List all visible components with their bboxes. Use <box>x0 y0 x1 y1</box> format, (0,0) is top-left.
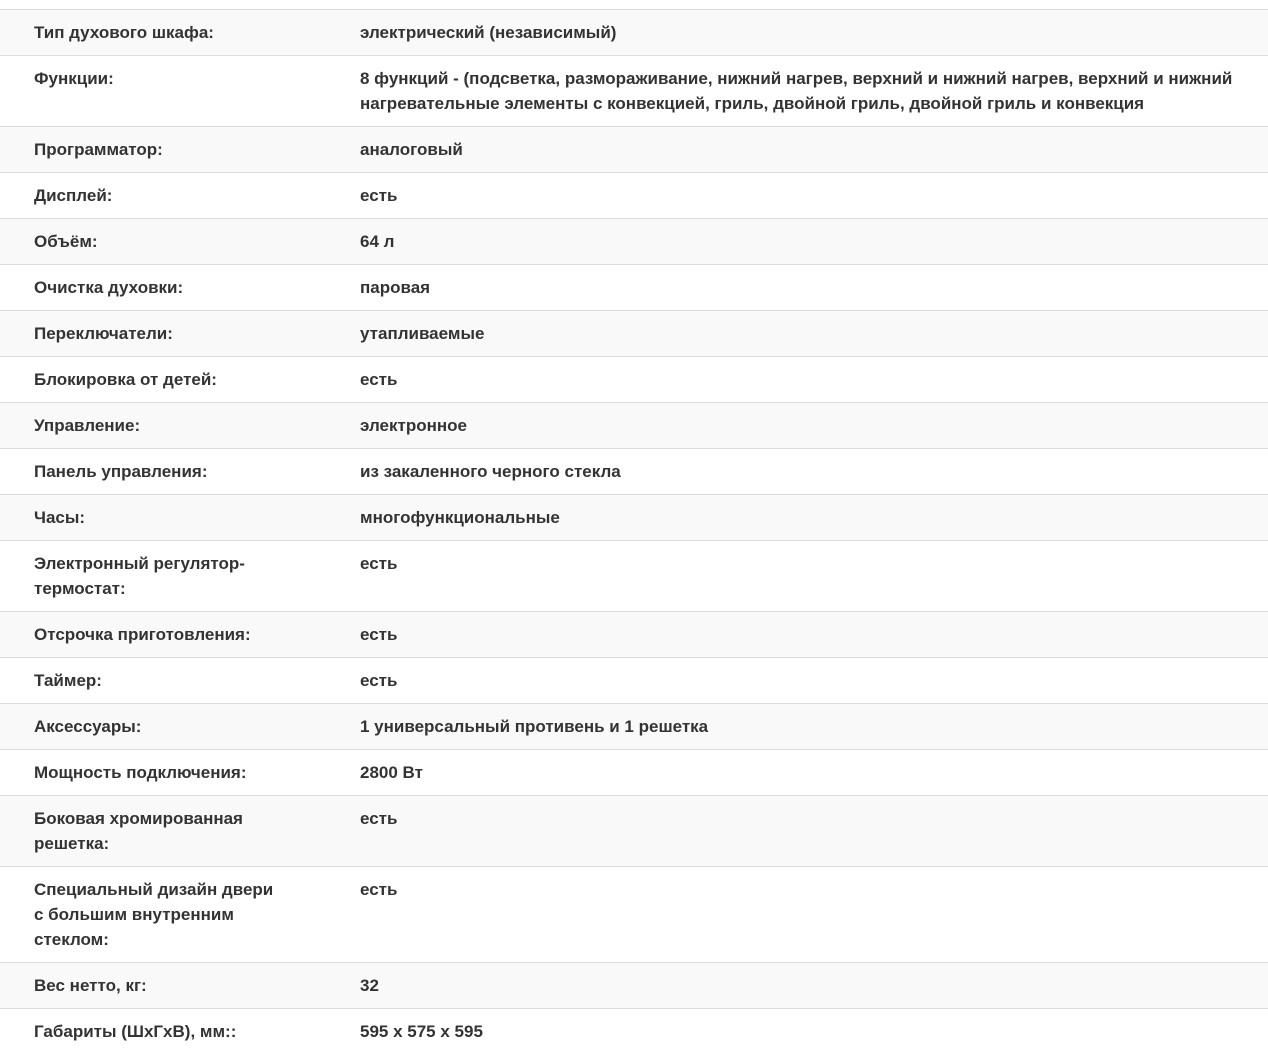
spec-value: электрический (независимый) <box>360 10 1268 56</box>
spec-row-door-design <box>0 867 1268 963</box>
spec-value: электронное <box>360 403 1268 449</box>
specifications-table <box>0 9 1268 1054</box>
spec-label: Электронный регулятор-термостат: <box>0 541 360 612</box>
spec-value: 1 универсальный противень и 1 решетка <box>360 704 1268 750</box>
spec-label: Дисплей: <box>0 173 360 219</box>
spec-row-functions <box>0 56 1268 127</box>
spec-row-switches <box>0 311 1268 357</box>
spec-value: есть <box>360 173 1268 219</box>
spec-label: Аксессуары: <box>0 704 360 750</box>
spec-value: 595 x 575 x 595 <box>360 1009 1268 1054</box>
spec-label: Тип духового шкафа: <box>0 10 360 56</box>
spec-row-timer <box>0 658 1268 704</box>
spec-label: Программатор: <box>0 127 360 173</box>
spec-row-programmer <box>0 127 1268 173</box>
spec-label: Управление: <box>0 403 360 449</box>
spec-label: Таймер: <box>0 658 360 704</box>
spec-row-net-weight <box>0 963 1268 1009</box>
spec-label: Отсрочка приготовления: <box>0 612 360 658</box>
spec-value: есть <box>360 541 1268 612</box>
spec-row-oven-type <box>0 10 1268 56</box>
spec-row-display <box>0 173 1268 219</box>
spec-value: 32 <box>360 963 1268 1009</box>
spec-label: Блокировка от детей: <box>0 357 360 403</box>
spec-row-thermostat <box>0 541 1268 612</box>
spec-value: есть <box>360 867 1268 963</box>
spec-value: 2800 Вт <box>360 750 1268 796</box>
spec-label: Специальный дизайн двери с большим внутренним стеклом: <box>0 867 360 963</box>
spec-label: Боковая хромированная решетка: <box>0 796 360 867</box>
spec-label: Мощность подключения: <box>0 750 360 796</box>
spec-row-cleaning <box>0 265 1268 311</box>
spec-row-dimensions <box>0 1009 1268 1054</box>
spec-value: многофункциональные <box>360 495 1268 541</box>
spec-value: 8 функций - (подсветка, размораживание, нижний нагрев, верхний и нижний нагрев, верхний и нижний нагревательные элементы с конвекцией, гриль, двойной гриль, двойной гриль и конвекция <box>360 56 1268 127</box>
spec-value: есть <box>360 658 1268 704</box>
spec-value: паровая <box>360 265 1268 311</box>
spec-label: Переключатели: <box>0 311 360 357</box>
spec-row-delayed-start <box>0 612 1268 658</box>
spec-value: есть <box>360 357 1268 403</box>
spec-row-control-panel <box>0 449 1268 495</box>
spec-label: Часы: <box>0 495 360 541</box>
spec-value: есть <box>360 612 1268 658</box>
spec-value: 64 л <box>360 219 1268 265</box>
spec-value: утапливаемые <box>360 311 1268 357</box>
spec-row-accessories <box>0 704 1268 750</box>
specifications-body <box>0 10 1268 1054</box>
spec-value: из закаленного черного стекла <box>360 449 1268 495</box>
spec-row-clock <box>0 495 1268 541</box>
spec-value: аналоговый <box>360 127 1268 173</box>
spec-label: Функции: <box>0 56 360 127</box>
spec-row-volume <box>0 219 1268 265</box>
spec-value: есть <box>360 796 1268 867</box>
spec-label: Панель управления: <box>0 449 360 495</box>
spec-row-side-rack <box>0 796 1268 867</box>
spec-row-child-lock <box>0 357 1268 403</box>
spec-label: Вес нетто, кг: <box>0 963 360 1009</box>
spec-label: Габариты (ШхГхВ), мм:: <box>0 1009 360 1054</box>
spec-row-power <box>0 750 1268 796</box>
spec-row-control <box>0 403 1268 449</box>
spec-label: Объём: <box>0 219 360 265</box>
spec-label: Очистка духовки: <box>0 265 360 311</box>
